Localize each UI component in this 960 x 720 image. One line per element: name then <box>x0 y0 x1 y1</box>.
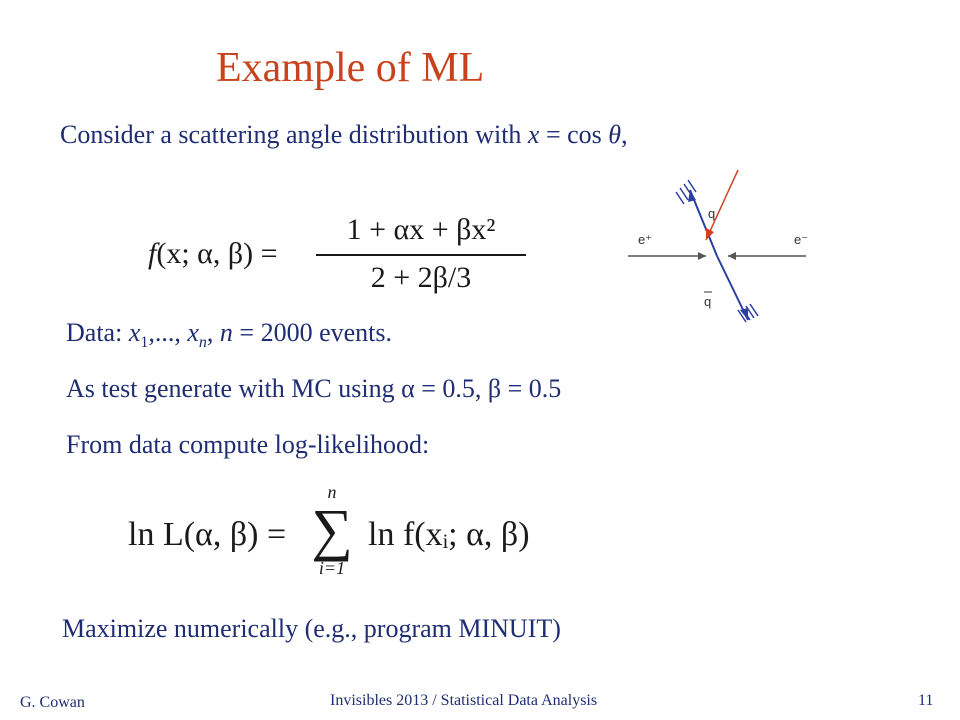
intro-line <box>60 120 628 150</box>
slide-title: Example of ML <box>216 45 485 91</box>
q-label: q <box>708 206 716 221</box>
data-comma: , <box>206 318 220 347</box>
data-dots: ,..., <box>148 318 188 347</box>
mc-mid: = 0.5, <box>414 374 488 403</box>
data-rest: = 2000 events. <box>232 318 392 347</box>
formula-loglik <box>128 482 548 592</box>
data-subn: n <box>198 334 207 352</box>
qbar-label: q <box>704 294 712 309</box>
mc-beta: β <box>487 374 502 403</box>
e-plus-label: e⁺ <box>638 232 653 247</box>
formula-pdf-fraction <box>316 210 526 296</box>
page-number: 11 <box>918 692 934 709</box>
sum-symbol: ∑ <box>311 497 353 562</box>
footer-center: Invisibles 2013 / Statistical Data Analysis <box>330 692 598 709</box>
data-x1: x <box>128 318 141 347</box>
mc-alpha: α <box>401 374 415 403</box>
e-minus-arrowhead <box>728 252 736 260</box>
formula-loglik-lhs: ln L(α, β) = <box>128 516 287 553</box>
data-xn: x <box>187 318 199 347</box>
formula-pdf-lhs <box>148 237 278 271</box>
maximize-line: Maximize numerically (e.g., program MINUIT) <box>62 614 561 643</box>
data-n: n <box>219 318 233 347</box>
incoming-line <box>706 170 738 240</box>
e-minus-label: e⁻ <box>794 232 809 247</box>
formula-pdf-denominator: 2 + 2β/3 <box>370 261 472 294</box>
intro-text: Consider a scattering angle distribution with <box>60 120 528 149</box>
sum-upper-limit: n <box>327 482 337 502</box>
data-line <box>66 318 392 352</box>
mc-end: = 0.5 <box>501 374 562 403</box>
data-prefix: Data: <box>66 318 129 347</box>
formula-pdf-args: (x; α, β) = <box>156 237 278 270</box>
loglik-line: From data compute log-likelihood: <box>66 430 430 459</box>
fraction-bar <box>316 254 526 256</box>
intro-eq: = cos <box>539 120 609 149</box>
formula-pdf-f: f <box>148 237 157 270</box>
scattering-diagram <box>620 170 820 330</box>
mc-line <box>66 374 561 404</box>
formula-pdf <box>148 210 528 300</box>
data-sub1: 1 <box>140 334 149 352</box>
formula-loglik-rhs: ln f(xᵢ; α, β) <box>368 516 530 553</box>
e-plus-arrowhead <box>698 252 706 260</box>
intro-tail: , <box>621 120 628 149</box>
footer-author: G. Cowan <box>20 694 85 711</box>
mc-prefix: As test generate with MC using <box>66 374 402 403</box>
intro-theta: θ <box>608 120 622 149</box>
formula-pdf-numerator: 1 + αx + βx² <box>346 213 496 246</box>
intro-x: x <box>527 120 540 149</box>
sum-lower-limit: i=1 <box>318 558 346 578</box>
summation <box>302 482 362 578</box>
